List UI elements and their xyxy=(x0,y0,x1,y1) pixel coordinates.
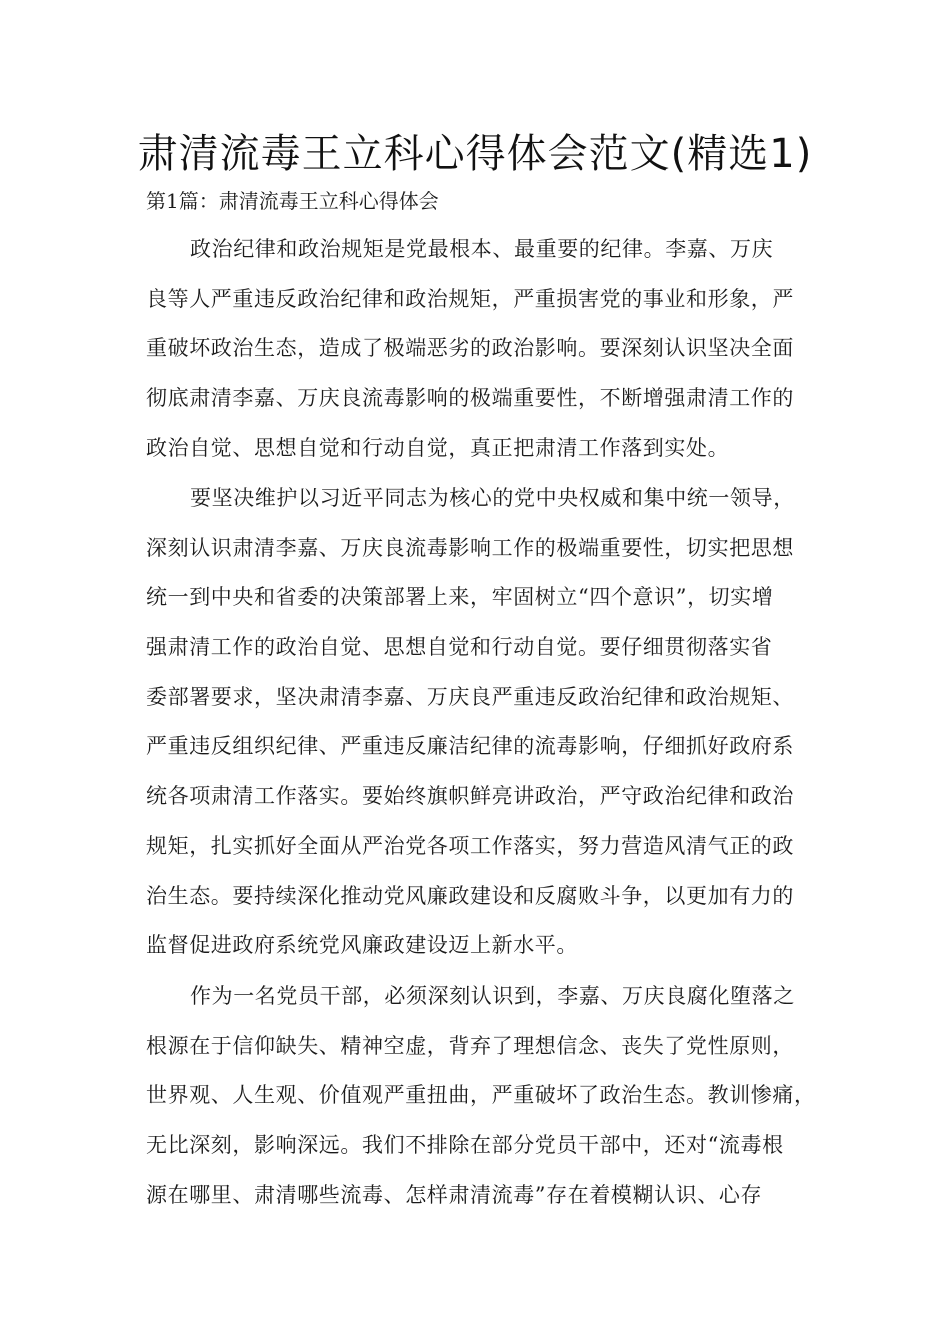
paragraph-3 xyxy=(146,972,816,1220)
paragraph-line: 治生态。要持续深化推动党风廉政建设和反腐败斗争，以更加有力的 xyxy=(146,883,794,908)
paragraph-line: 根源在于信仰缺失、精神空虚，背弃了理想信念、丧失了党性原则， xyxy=(146,1033,794,1058)
paragraph-line: 监督促进政府系统党风廉政建设迈上新水平。 xyxy=(146,933,578,958)
document-title: 肃清流毒王立科心得体会范文(精选1) xyxy=(137,131,813,177)
paragraph-line: 统一到中央和省委的决策部署上来，牢固树立“四个意识”，切实增 xyxy=(146,585,774,610)
paragraph-line: 深刻认识肃清李嘉、万庆良流毒影响工作的极端重要性，切实把思想 xyxy=(146,535,794,560)
paragraph-line: 统各项肃清工作落实。要始终旗帜鲜亮讲政治，严守政治纪律和政治 xyxy=(146,784,794,809)
paragraph-line: 强肃清工作的政治自觉、思想自觉和行动自觉。要仔细贯彻落实省 xyxy=(146,635,773,660)
paragraph-line: 无比深刻，影响深远。我们不排除在部分党员干部中，还对“流毒根 xyxy=(146,1133,784,1158)
paragraph-line: 源在哪里、肃清哪些流毒、怎样肃清流毒”存在着模糊认识、心存 xyxy=(146,1182,763,1207)
paragraph-line: 委部署要求，坚决肃清李嘉、万庆良严重违反政治纪律和政治规矩、 xyxy=(146,684,794,709)
paragraph-line: 作为一名党员干部，必须深刻认识到，李嘉、万庆良腐化堕落之 xyxy=(190,984,795,1008)
paragraph-2 xyxy=(146,474,806,971)
paragraph-line: 要坚决维护以习近平同志为核心的党中央权威和集中统一领导， xyxy=(190,486,795,510)
paragraph-1 xyxy=(146,225,806,473)
paragraph-line: 世界观、人生观、价值观严重扭曲，严重破坏了政治生态。教训惨痛， xyxy=(146,1083,816,1108)
paragraph-line: 政治纪律和政治规矩是党最根本、最重要的纪律。李嘉、万庆 xyxy=(190,237,774,261)
paragraph-line: 彻底肃清李嘉、万庆良流毒影响的极端重要性，不断增强肃清工作的 xyxy=(146,386,794,411)
paragraph-line: 良等人严重违反政治纪律和政治规矩，严重损害党的事业和形象，严 xyxy=(146,286,794,311)
paragraph-line: 严重违反组织纪律、严重违反廉洁纪律的流毒影响，仔细抓好政府系 xyxy=(146,734,794,759)
paragraph-line: 规矩，扎实抓好全面从严治党各项工作落实，努力营造风清气正的政 xyxy=(146,833,794,858)
section-heading: 第1篇：肃清流毒王立科心得体会 xyxy=(146,189,439,213)
paragraph-line: 政治自觉、思想自觉和行动自觉，真正把肃清工作落到实处。 xyxy=(146,435,730,460)
paragraph-line: 重破坏政治生态，造成了极端恶劣的政治影响。要深刻认识坚决全面 xyxy=(146,336,794,361)
